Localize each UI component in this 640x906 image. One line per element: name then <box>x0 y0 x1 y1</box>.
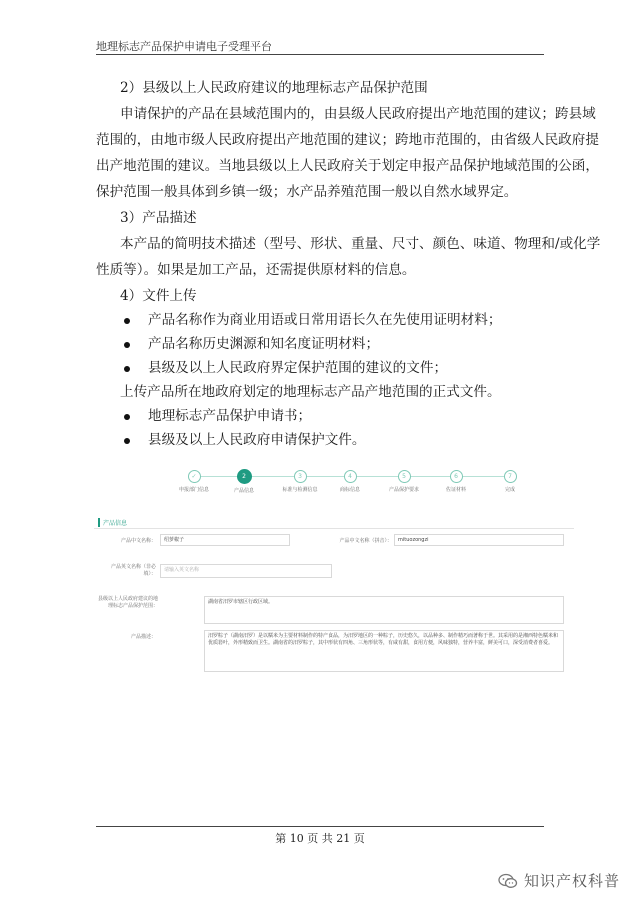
pinyin-label: 产品中文名称（拼音）： <box>339 538 392 544</box>
step-number: 7 <box>504 470 517 483</box>
bullet-item: 地理标志产品保护申请书； <box>148 408 312 424</box>
paragraph-line: 性质等）。如果是加工产品，还需提供原材料的信息。 <box>96 262 416 278</box>
step-number: 3 <box>294 470 307 483</box>
step-number: 5 <box>398 470 411 483</box>
step-label: 申报部门信息 <box>178 487 209 493</box>
page-number: 第 10 页 共 21 页 <box>275 832 365 845</box>
step-number: 2 <box>237 469 252 484</box>
paragraph-line: 出产地范围的建议。当地县级以上人民政府关于划定申报产品保护地域范围的公函， <box>96 158 599 174</box>
section-divider <box>94 528 574 529</box>
step-number: 6 <box>450 470 463 483</box>
cn-name-label: 产品中文名称： <box>120 538 156 544</box>
header-divider <box>96 54 544 55</box>
step-label: 完成 <box>504 487 515 493</box>
item-4-heading: 4）文件上传 <box>120 288 197 304</box>
step-5[interactable] <box>374 470 434 493</box>
step-label: 商标信息 <box>339 487 360 493</box>
page-header-title: 地理标志产品保护申请电子受理平台 <box>96 40 272 53</box>
step-label: 产品信息 <box>233 488 254 494</box>
paragraph-line: 申请保护的产品在县域范围内的，由县级人民政府提出产地范围的建议；跨县域 <box>120 106 596 122</box>
paragraph-line: 本产品的简明技术描述（型号、形状、重量、尺寸、颜色、味道、物理和/或化学 <box>120 236 601 252</box>
step-7[interactable] <box>480 470 540 493</box>
footer-divider <box>96 826 544 827</box>
bullet-icon <box>124 414 130 420</box>
bullet-item: 县级及以上人民政府申请保护文件。 <box>148 432 366 448</box>
step-2[interactable] <box>214 469 274 494</box>
paragraph-line: 范围的，由地市级人民政府提出产地范围的建议；跨地市范围的，由省级人民政府提 <box>96 132 599 148</box>
bullet-icon <box>124 366 130 372</box>
en-name-label: 产品英文名称（非必填）： <box>110 564 156 577</box>
step-label: 产品保护要求 <box>388 487 419 493</box>
item-2-heading: 2）县级以上人民政府建议的地理标志产品保护范围 <box>120 80 428 96</box>
step-label: 标准与检测信息 <box>282 487 318 493</box>
step-6[interactable] <box>426 470 486 493</box>
bullet-item: 产品名称作为商业用语或日常用语长久在先使用证明材料； <box>148 312 502 328</box>
embedded-form-screenshot <box>94 462 574 682</box>
range-label: 县级以上人民政府建议的地理标志产品保护范围： <box>98 596 159 609</box>
step-4[interactable] <box>320 470 380 493</box>
watermark-text: 知识产权科普 <box>524 872 621 890</box>
desc-textarea[interactable]: 汨罗粽子（湖南汨罗）是以糯米为主要材料制作的特产食品，为汨罗地区的一种粽子，历史悠久，以品种多、制作精巧而著称于世。其采用的是湘西特色糯米和优质箬叶，外形精致而卫生。湖南省的汨罗粽子，其中形状有四角、三角形状等，有咸有甜，食用方便，风味独特，营养丰富，鲜美可口，深受消费者喜爱。 <box>204 630 564 672</box>
bullet-icon <box>124 438 130 444</box>
bullet-icon <box>124 318 130 324</box>
en-name-input[interactable]: 请输入英文名称 <box>160 564 332 578</box>
item-3-heading: 3）产品描述 <box>120 210 197 226</box>
pinyin-input[interactable]: mituozongzi <box>394 534 564 546</box>
wechat-icon <box>498 871 518 891</box>
cn-name-input[interactable]: 绍萝椒子 <box>160 534 290 546</box>
bullet-icon <box>124 342 130 348</box>
step-label: 佐证材料 <box>445 487 466 493</box>
bullet-item: 产品名称历史渊源和知名度证明材料； <box>148 336 380 352</box>
range-textarea[interactable]: 湖南省汨罗市辖区行政区域。 <box>204 596 564 624</box>
step-number: 4 <box>344 470 357 483</box>
paragraph-line: 上传产品所在地政府划定的地理标志产品产地范围的正式文件。 <box>120 384 501 400</box>
section-title: 产品信息 <box>98 518 127 527</box>
paragraph-line: 保护范围一般具体到乡镇一级；水产品养殖范围一般以自然水域界定。 <box>96 184 518 200</box>
step-check-icon: ✓ <box>188 470 201 483</box>
desc-label: 产品描述： <box>130 634 156 640</box>
bullet-item: 县级及以上人民政府界定保护范围的建议的文件； <box>148 360 448 376</box>
watermark <box>498 870 620 891</box>
